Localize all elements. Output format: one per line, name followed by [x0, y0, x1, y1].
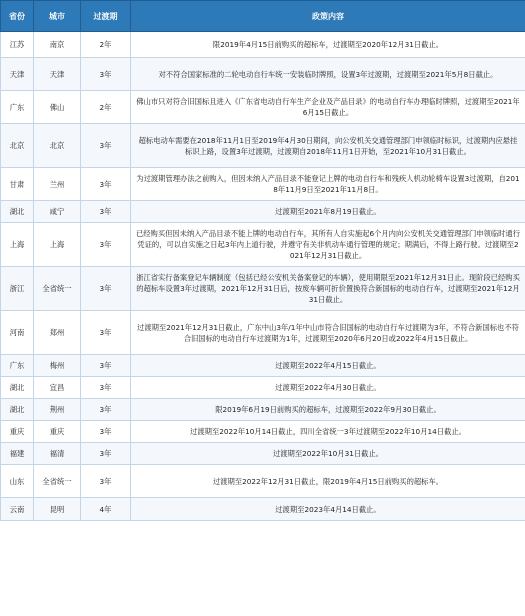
header-row [1, 1, 525, 32]
cell-city: 昆明 [34, 498, 81, 521]
cell-province: 湖北 [1, 201, 34, 223]
cell-policy-content: 已经购买但因未纳入产品目录不能上牌的电动自行车，其所有人自实施起6个月内向公安机关交通管理部门申领临时通行凭证的，可以自实施之日起3年内上道行驶，并遵守有关非机动车通行管理的规定；期满后，不得上路行驶。过渡期至2021年12月31日截止。 [131, 223, 525, 267]
cell-policy-content: 限2019年4月15日前购买的超标车，过渡期至2020年12月31日截止。 [131, 32, 525, 58]
table-row [1, 168, 525, 201]
cell-city: 咸宁 [34, 201, 81, 223]
table-row [1, 421, 525, 443]
cell-transition-period: 2年 [81, 91, 131, 124]
cell-transition-period: 3年 [81, 311, 131, 355]
cell-province: 山东 [1, 465, 34, 498]
cell-transition-period: 4年 [81, 498, 131, 521]
cell-city: 兰州 [34, 168, 81, 201]
cell-transition-period: 3年 [81, 421, 131, 443]
cell-transition-period: 3年 [81, 201, 131, 223]
cell-policy-content: 过渡期至2022年12月31日截止，限2019年4月15日前购买的超标车。 [131, 465, 525, 498]
cell-province: 重庆 [1, 421, 34, 443]
cell-policy-content: 过渡期至2022年4月30日截止。 [131, 377, 525, 399]
cell-transition-period: 3年 [81, 223, 131, 267]
cell-province: 甘肃 [1, 168, 34, 201]
cell-city: 荆州 [34, 399, 81, 421]
cell-transition-period: 3年 [81, 168, 131, 201]
cell-city: 梅州 [34, 355, 81, 377]
cell-city: 南京 [34, 32, 81, 58]
cell-province: 北京 [1, 124, 34, 168]
cell-policy-content: 对不符合国家标准的二轮电动自行车统一安装临时牌照，设置3年过渡期，过渡期至2021年5月8日截止。 [131, 58, 525, 91]
cell-city: 福清 [34, 443, 81, 465]
cell-province: 湖北 [1, 377, 34, 399]
cell-city: 上海 [34, 223, 81, 267]
cell-policy-content: 过渡期至2023年4月14日截止。 [131, 498, 525, 521]
table-row [1, 58, 525, 91]
table-row [1, 91, 525, 124]
cell-policy-content: 限2019年6月19日前购买的超标车，过渡期至2022年9月30日截止。 [131, 399, 525, 421]
table-row [1, 267, 525, 311]
cell-transition-period: 3年 [81, 355, 131, 377]
table-row [1, 465, 525, 498]
header-transition-period: 过渡期 [81, 1, 131, 32]
cell-province: 河南 [1, 311, 34, 355]
table-row [1, 311, 525, 355]
cell-city: 郑州 [34, 311, 81, 355]
cell-transition-period: 3年 [81, 443, 131, 465]
table-row [1, 223, 525, 267]
cell-province: 云南 [1, 498, 34, 521]
cell-transition-period: 2年 [81, 32, 131, 58]
table-row [1, 124, 525, 168]
header-policy-content: 政策内容 [131, 1, 525, 32]
table-row [1, 377, 525, 399]
cell-city: 全省统一 [34, 267, 81, 311]
cell-policy-content: 浙江省实行备案登记车辆制度（包括已经公安机关备案登记的车辆），使用期限至2021年12月31日止。现阶段已经购买的超标车设置3年过渡期，2021年12月31日后，按废车辆可折价置换符合新国标的电动自行车，过渡期至2021年12月31日截止。 [131, 267, 525, 311]
cell-policy-content: 过渡期至2021年12月31日截止，广东中山3年/1年中山市符合旧国标的电动自行车过渡期为3年，不符合新国标也不符合旧国标的电动自行车过渡期为1年，过渡期至2020年6月20日或2022年4月15日截止。 [131, 311, 525, 355]
cell-transition-period: 3年 [81, 267, 131, 311]
cell-transition-period: 3年 [81, 465, 131, 498]
cell-province: 浙江 [1, 267, 34, 311]
table-row [1, 443, 525, 465]
cell-province: 广东 [1, 355, 34, 377]
header-province: 省份 [1, 1, 34, 32]
cell-city: 重庆 [34, 421, 81, 443]
cell-city: 全省统一 [34, 465, 81, 498]
cell-city: 北京 [34, 124, 81, 168]
cell-transition-period: 3年 [81, 399, 131, 421]
cell-province: 江苏 [1, 32, 34, 58]
table-row [1, 32, 525, 58]
cell-province: 上海 [1, 223, 34, 267]
table-row [1, 201, 525, 223]
table-row [1, 498, 525, 521]
cell-policy-content: 过渡期至2021年8月19日截止。 [131, 201, 525, 223]
cell-policy-content: 为过渡期管理办法之前购入，但因未纳入产品目录不能登记上牌的电动自行车和残疾人机动轮椅车设置3过渡期，自2018年11月9日至2021年11月8日。 [131, 168, 525, 201]
cell-transition-period: 3年 [81, 124, 131, 168]
cell-city: 佛山 [34, 91, 81, 124]
cell-policy-content: 过渡期至2022年10月14日截止，四川全省统一3年过渡期至2022年10月14日截止。 [131, 421, 525, 443]
header-city: 城市 [34, 1, 81, 32]
cell-transition-period: 3年 [81, 58, 131, 91]
cell-policy-content: 过渡期至2022年10月31日截止。 [131, 443, 525, 465]
table-row [1, 355, 525, 377]
cell-province: 福建 [1, 443, 34, 465]
cell-city: 宜昌 [34, 377, 81, 399]
cell-city: 天津 [34, 58, 81, 91]
cell-policy-content: 超标电动车需要在2018年11月1日至2019年4月30日期间，向公安机关交通管理部门申领临时标识，过渡期内应悬挂标识上路，设置3年过渡期，过渡期自2018年11月1日开始，至2021年10月31日截止。 [131, 124, 525, 168]
cell-province: 天津 [1, 58, 34, 91]
table-row [1, 399, 525, 421]
cell-policy-content: 佛山市只对符合旧国标且进入《广东省电动自行车生产企业及产品目录》的电动自行车办理临时牌照，过渡期至2021年6月15日截止。 [131, 91, 525, 124]
cell-province: 广东 [1, 91, 34, 124]
cell-transition-period: 3年 [81, 377, 131, 399]
cell-province: 湖北 [1, 399, 34, 421]
cell-policy-content: 过渡期至2022年4月15日截止。 [131, 355, 525, 377]
